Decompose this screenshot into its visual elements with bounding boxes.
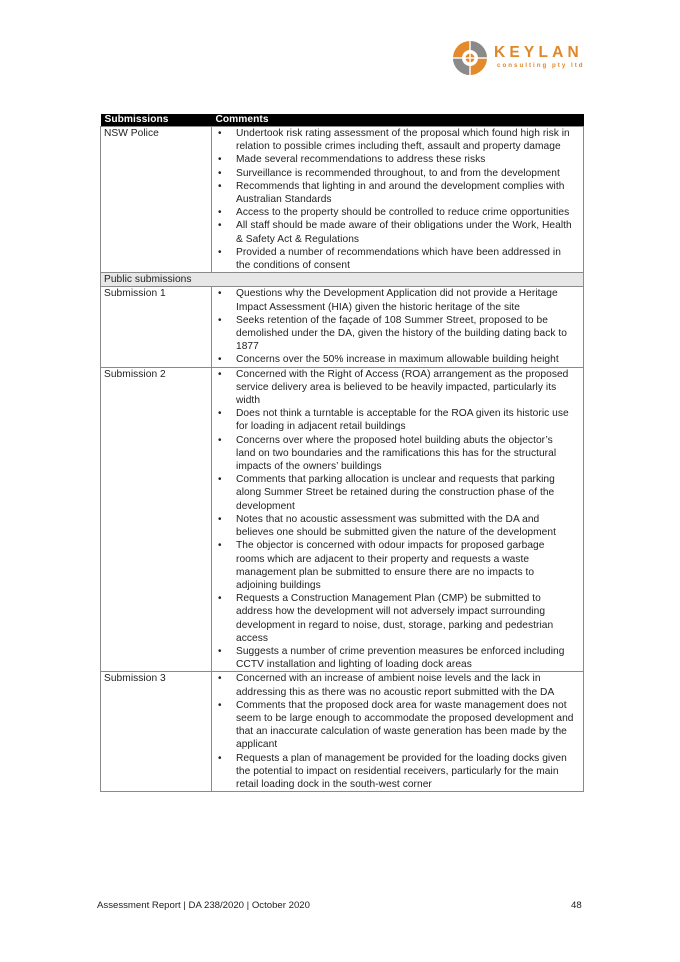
- table-section-row: [101, 273, 584, 287]
- table-row-submission-3: [101, 672, 584, 792]
- comment-list: [216, 127, 575, 272]
- list-item: • Made several recommendations to address these risks: [216, 153, 575, 166]
- row-comments: [212, 367, 584, 672]
- list-item: • The objector is concerned with odour impacts for proposed garbage rooms which are adjacent to their property and requests a waste management plan be submitted to ensure there are no impacts to adjoining buildings: [216, 539, 575, 592]
- list-item: • Concerns over where the proposed hotel building abuts the objector’s land on two boundaries and the ramifications this has for the structural impacts of the owners’ buildings: [216, 434, 575, 474]
- table-row-nsw-police: [101, 127, 584, 273]
- row-comments: [212, 672, 584, 792]
- table-row-submission-1: [101, 287, 584, 367]
- list-item: • Questions why the Development Application did not provide a Heritage Impact Assessment (HIA) given the historic heritage of the site: [216, 287, 575, 313]
- list-item: • Suggests a number of crime prevention measures be enforced including CCTV installation and lighting of loading dock areas: [216, 645, 575, 671]
- list-item: • Comments that the proposed dock area for waste management does not seem to be large enough to accommodate the proposed development and that an inaccurate calculation of waste generation has been made by the applicant: [216, 699, 575, 752]
- section-public-submissions: Public submissions: [101, 273, 584, 287]
- comment-list: [216, 287, 575, 366]
- page-number: 48: [571, 900, 582, 911]
- row-comments: [212, 287, 584, 367]
- list-item: • All staff should be made aware of their obligations under the Work, Health & Safety Act & Regulations: [216, 219, 575, 245]
- list-item: • Requests a plan of management be provided for the loading docks given the potential to impact on residential receivers, particularly for the main retail loading dock in the south-west corner: [216, 752, 575, 792]
- list-item: • Comments that parking allocation is unclear and requests that parking along Summer Street be retained during the construction phase of the development: [216, 473, 575, 513]
- list-item: • Requests a Construction Management Plan (CMP) be submitted to address how the development will not adversely impact surrounding development in regard to noise, dust, storage, parking and pedestrian access: [216, 592, 575, 645]
- row-label: Submission 3: [101, 672, 212, 792]
- list-item: • Recommends that lighting in and around the development complies with Australian Standards: [216, 180, 575, 206]
- logo-target-icon: [452, 40, 490, 78]
- table-header-row: [101, 114, 584, 127]
- submissions-table: [100, 114, 584, 792]
- list-item: • Surveillance is recommended throughout, to and from the development: [216, 167, 575, 180]
- row-label: NSW Police: [101, 127, 212, 273]
- logo-brand-text: KEYLAN: [494, 44, 583, 61]
- table-row-submission-2: [101, 367, 584, 672]
- keylan-logo: [452, 40, 587, 80]
- row-label: Submission 1: [101, 287, 212, 367]
- list-item: • Provided a number of recommendations which have been addressed in the conditions of consent: [216, 246, 575, 272]
- logo-tagline: consulting pty ltd: [497, 62, 585, 69]
- list-item: • Access to the property should be controlled to reduce crime opportunities: [216, 206, 575, 219]
- header-comments: Comments: [212, 114, 584, 127]
- comment-list: [216, 672, 575, 791]
- header-submissions: Submissions: [101, 114, 212, 127]
- list-item: • Does not think a turntable is acceptable for the ROA given its historic use for loading in adjacent retail buildings: [216, 407, 575, 433]
- comment-list: [216, 368, 575, 672]
- footer-text: Assessment Report | DA 238/2020 | October 2020: [97, 900, 310, 911]
- list-item: • Concerned with the Right of Access (ROA) arrangement as the proposed service delivery area is believed to be heavily impacted, particularly its width: [216, 368, 575, 408]
- list-item: • Undertook risk rating assessment of the proposal which found high risk in relation to possible crimes including theft, assault and property damage: [216, 127, 575, 153]
- list-item: • Seeks retention of the façade of 108 Summer Street, proposed to be demolished under the DA, given the history of the building dating back to 1877: [216, 314, 575, 354]
- list-item: • Notes that no acoustic assessment was submitted with the DA and believes one should be submitted given the nature of the development: [216, 513, 575, 539]
- list-item: • Concerned with an increase of ambient noise levels and the lack in addressing this as there was no acoustic report submitted with the DA: [216, 672, 575, 698]
- list-item: • Concerns over the 50% increase in maximum allowable building height: [216, 353, 575, 366]
- row-comments: [212, 127, 584, 273]
- row-label: Submission 2: [101, 367, 212, 672]
